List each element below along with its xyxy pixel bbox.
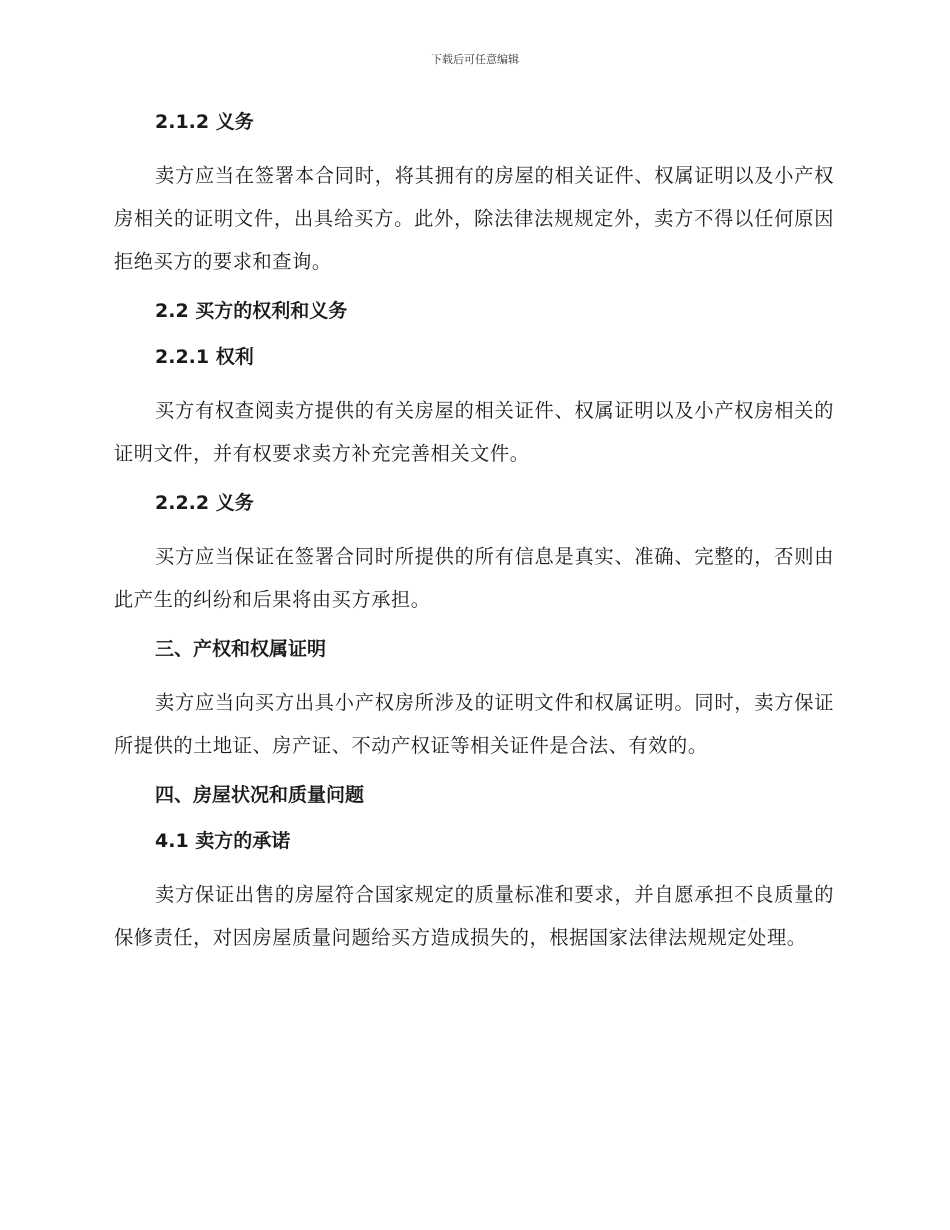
paragraph-buyer-obligations: 买方应当保证在签署合同时所提供的所有信息是真实、准确、完整的，否则由此产生的纠纷和后果将由买方承担。 bbox=[114, 545, 834, 611]
section-heading-2-2-2: 2.2.2 义务 bbox=[155, 492, 254, 514]
section-heading-4-1: 4.1 卖方的承诺 bbox=[155, 830, 291, 852]
paragraph-property-rights: 卖方应当向买方出具小产权房所涉及的证明文件和权属证明。同时，卖方保证所提供的土地证、房产证、不动产权证等相关证件是合法、有效的。 bbox=[114, 691, 834, 757]
paragraph-buyer-rights: 买方有权查阅卖方提供的有关房屋的相关证件、权属证明以及小产权房相关的证明文件，并有权要求卖方补充完善相关文件。 bbox=[114, 399, 834, 465]
section-heading-2-1-2: 2.1.2 义务 bbox=[155, 111, 254, 133]
paragraph-seller-commitment: 卖方保证出售的房屋符合国家规定的质量标准和要求，并自愿承担不良质量的保修责任，对因房屋质量问题给买方造成损失的，根据国家法律法规规定处理。 bbox=[114, 883, 834, 949]
section-heading-2-2: 2.2 买方的权利和义务 bbox=[155, 300, 348, 322]
document-body bbox=[114, 108, 834, 959]
section-heading-4: 四、房屋状况和质量问题 bbox=[155, 784, 365, 806]
paragraph-seller-obligations: 卖方应当在签署本合同时，将其拥有的房屋的相关证件、权属证明以及小产权房相关的证明文件，出具给买方。此外，除法律法规规定外，卖方不得以任何原因拒绝买方的要求和查询。 bbox=[114, 164, 834, 273]
section-heading-2-2-1: 2.2.1 权利 bbox=[155, 346, 254, 368]
section-heading-3: 三、产权和权属证明 bbox=[155, 638, 327, 660]
page-header: 下载后可任意编辑 bbox=[431, 53, 519, 66]
